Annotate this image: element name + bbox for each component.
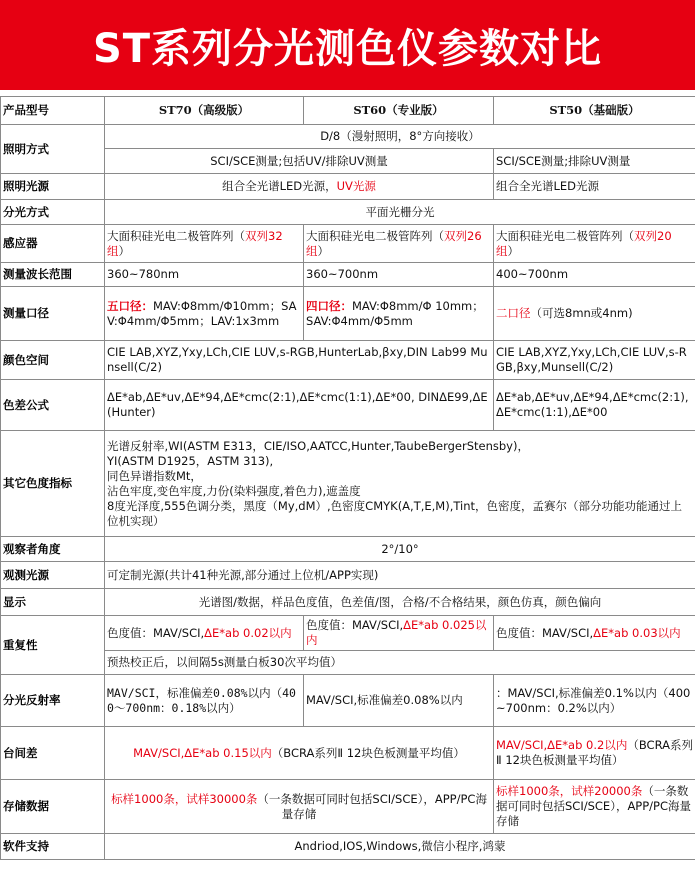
illumination-mode-st70-st60: SCI/SCE测量;包括UV/排除UV测量	[105, 149, 494, 174]
label-wavelength: 测量波长范围	[1, 263, 105, 287]
row-observe-light	[1, 562, 695, 589]
light-source-st70-st60	[105, 174, 494, 200]
storage-st70-st60	[105, 780, 494, 834]
aperture-st70-text: MAV:Φ8mm/Φ10mm；SAV:Φ4mm/Φ5mm；LAV:1x3mm	[107, 298, 297, 328]
sensor-st60	[304, 225, 494, 263]
aperture-st60-red: 四口径：	[306, 298, 352, 313]
sensor-st70	[105, 225, 304, 263]
storage-st70-st60-text: （一条数据可同时包括SCI/SCE），APP/PC海量存储	[257, 791, 487, 821]
sensor-st60-red: 双列26组	[306, 228, 482, 258]
row-wavelength	[1, 263, 695, 287]
row-repeat	[1, 616, 695, 651]
color-space-st50: CIE LAB,XYZ,Yxy,LCh,CIE LUV,s-RGB,βxy,Munsell(C/2)	[494, 341, 695, 380]
row-color-diff	[1, 380, 695, 431]
inter-instrument-st50-red: MAV/SCI,ΔE*ab 0.2以内	[496, 738, 628, 752]
header-label: 产品型号	[1, 97, 105, 125]
row-storage	[1, 780, 695, 834]
sensor-st50	[494, 225, 695, 263]
repeat-st60	[304, 616, 494, 651]
aperture-st50	[494, 287, 695, 341]
aperture-st70	[105, 287, 304, 341]
storage-st50-red: 标样1000条，试样20000条	[496, 784, 643, 798]
label-color-diff: 色差公式	[1, 380, 105, 431]
row-illumination-mode	[1, 149, 695, 174]
page-title: ST系列分光测色仪参数对比	[92, 25, 603, 72]
wavelength-st70: 360~780nm	[105, 263, 304, 287]
light-source-st50: 组合全光谱LED光源	[494, 174, 695, 200]
split-all: 平面光栅分光	[105, 200, 695, 225]
header-st70: ST70（高级版）	[105, 97, 304, 125]
header-row	[1, 97, 695, 125]
label-color-space: 颜色空间	[1, 341, 105, 380]
label-split: 分光方式	[1, 200, 105, 225]
aperture-st60-text: MAV:Φ8mm/Φ 10mm；SAV:Φ4mm/Φ5mm	[306, 298, 484, 328]
label-observer: 观察者角度	[1, 537, 105, 562]
sensor-st70-close: ）	[118, 243, 130, 258]
aperture-st50-red: 二口径	[496, 306, 531, 320]
inter-instrument-st70-st60	[105, 727, 494, 780]
label-light-source: 照明光源	[1, 174, 105, 200]
storage-st70-st60-red: 标样1000条，试样30000条	[111, 791, 258, 806]
row-inter-instrument	[1, 727, 695, 780]
storage-st50	[494, 780, 695, 834]
row-split	[1, 200, 695, 225]
label-other-indices: 其它色度指标	[1, 431, 105, 537]
label-illumination: 照明方式	[1, 125, 105, 174]
label-inter-instrument: 台间差	[1, 727, 105, 780]
header-st50: ST50（基础版）	[494, 97, 695, 125]
header-st60: ST60（专业版）	[304, 97, 494, 125]
sensor-st50-close: ）	[507, 243, 519, 258]
inter-instrument-st70-st60-text: （BCRA系列Ⅱ 12块色板测量平均值）	[271, 745, 465, 760]
other-indices-line1: 光谱反射率,WI(ASTM E313，CIE/ISO,AATCC,Hunter,TaubeBergerStensby)，	[107, 438, 529, 453]
inter-instrument-st70-st60-red: MAV/SCI,ΔE*ab 0.15以内	[133, 745, 272, 760]
row-illumination	[1, 125, 695, 149]
inter-instrument-st50-text: （BCRA系列Ⅱ 12块色板测量平均值）	[496, 738, 693, 767]
row-other-indices	[1, 431, 695, 537]
row-color-space	[1, 341, 695, 380]
light-source-led-text: 组合全光谱LED光源，	[222, 179, 337, 193]
row-observer	[1, 537, 695, 562]
repeat-st50	[494, 616, 695, 651]
label-observe-light: 观测光源	[1, 562, 105, 589]
label-display: 显示	[1, 589, 105, 616]
reflectance-st70: MAV/SCI，标准偏差0.08%以内（400～700nm：0.18%以内）	[105, 675, 304, 727]
label-software: 软件支持	[1, 834, 105, 860]
sensor-st70-text: 大面积硅光电二极管阵列（	[107, 228, 245, 243]
observe-light-all: 可定制光源(共计41种光源,部分通过上位机/APP实现)	[105, 562, 695, 589]
color-space-st70-st60: CIE LAB,XYZ,Yxy,LCh,CIE LUV,s-RGB,HunterLab,βxy,DIN Lab99 Munsell(C/2)	[105, 341, 494, 380]
label-aperture: 测量口径	[1, 287, 105, 341]
row-aperture	[1, 287, 695, 341]
sensor-st50-red: 双列20组	[496, 228, 672, 258]
other-indices-line4: 沾色牢度,变色牢度,力份(染料强度,着色力),遮盖度	[107, 483, 361, 498]
row-reflectance	[1, 675, 695, 727]
label-storage: 存储数据	[1, 780, 105, 834]
row-sensor	[1, 225, 695, 263]
display-all: 光谱图/数据，样品色度值，色差值/图，合格/不合格结果，颜色仿真，颜色偏向	[105, 589, 695, 616]
inter-instrument-st50	[494, 727, 695, 780]
sensor-st60-close: ）	[317, 243, 329, 258]
reflectance-st60: MAV/SCI,标准偏差0.08%以内	[304, 675, 494, 727]
color-diff-st50: ΔE*ab,ΔE*uv,ΔE*94,ΔE*cmc(2:1),ΔE*cmc(1:1),ΔE*00	[494, 380, 695, 431]
repeat-st70-red: ΔE*ab 0.02以内	[204, 625, 292, 640]
wavelength-st50: 400~700nm	[494, 263, 695, 287]
color-diff-st70-st60: ΔE*ab,ΔE*uv,ΔE*94,ΔE*cmc(2:1),ΔE*cmc(1:1),ΔE*00, DINΔE99,ΔE(Hunter)	[105, 380, 494, 431]
other-indices-line5: 8度光泽度,555色调分类，黑度（My,dM）,色密度CMYK(A,T,E,M),Tint，色密度，孟赛尔（部分功能功能通过上位机实现）	[107, 498, 683, 528]
repeat-note: 预热校正后，以间隔5s测量白板30次平均值）	[105, 651, 695, 675]
light-source-uv-text: UV光源	[336, 179, 376, 193]
label-reflectance: 分光反射率	[1, 675, 105, 727]
repeat-st50-text: 色度值：MAV/SCI,	[496, 625, 594, 640]
aperture-st60	[304, 287, 494, 341]
row-light-source	[1, 174, 695, 200]
software-all: Andriod,IOS,Windows,微信小程序,鸿蒙	[105, 834, 695, 860]
row-software	[1, 834, 695, 860]
title-banner	[0, 0, 695, 93]
other-indices-line2: YI(ASTM D1925，ASTM 313),	[107, 453, 274, 468]
label-repeat: 重复性	[1, 616, 105, 675]
sensor-st60-text: 大面积硅光电二极管阵列（	[306, 228, 444, 243]
label-sensor: 感应器	[1, 225, 105, 263]
repeat-st60-text: 色度值：MAV/SCI,	[306, 618, 404, 632]
sensor-st50-text: 大面积硅光电二极管阵列（	[496, 228, 634, 243]
other-indices-all	[105, 431, 695, 537]
aperture-st50-text: （可选8mn或4nm)	[530, 306, 633, 320]
illumination-mode-st50: SCI/SCE测量;排除UV测量	[494, 149, 695, 174]
repeat-st60-red: ΔE*ab 0.025以内	[306, 618, 487, 647]
repeat-st50-red: ΔE*ab 0.03以内	[593, 625, 681, 640]
aperture-st70-red: 五口径：	[107, 298, 153, 313]
repeat-st70-text: 色度值：MAV/SCI,	[107, 625, 205, 640]
spec-table	[0, 96, 695, 860]
row-repeat-note	[1, 651, 695, 675]
other-indices-line3: 同色异谱指数Mt，	[107, 468, 202, 483]
repeat-st70	[105, 616, 304, 651]
observer-all: 2°/10°	[105, 537, 695, 562]
wavelength-st60: 360~700nm	[304, 263, 494, 287]
reflectance-st50: ：MAV/SCI,标准偏差0.1%以内（400~700nm：0.2%以内）	[494, 675, 695, 727]
storage-st50-text: （一条数据可同时包括SCI/SCE），APP/PC海量存储	[496, 784, 692, 828]
illumination-geometry: D/8（漫射照明，8°方向接收）	[105, 125, 695, 149]
sensor-st70-red: 双列32组	[107, 228, 283, 258]
row-display	[1, 589, 695, 616]
